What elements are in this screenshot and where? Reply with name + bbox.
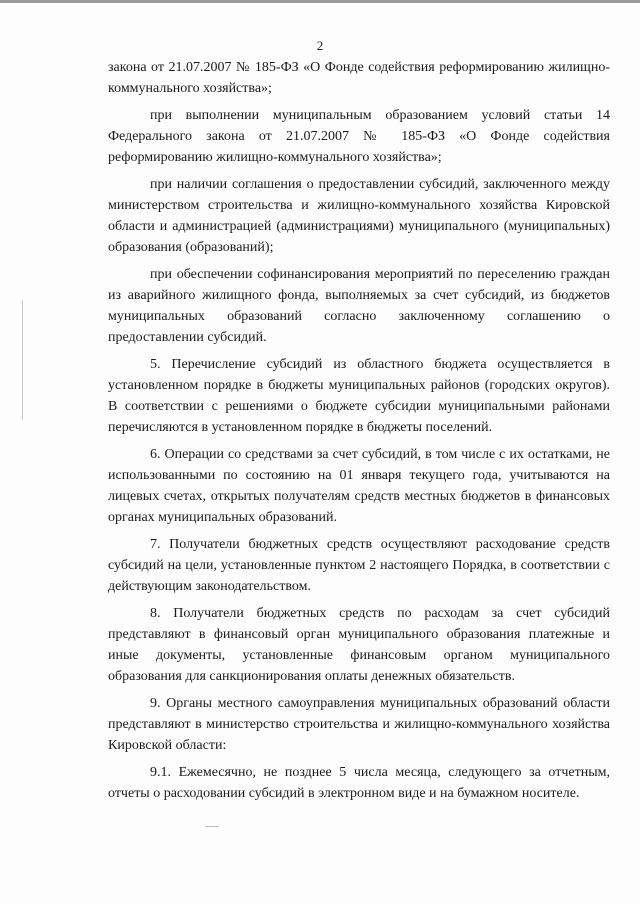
scan-artifact-dot [205, 826, 219, 827]
page-number: 2 [316, 38, 324, 53]
scan-artifact-line [22, 300, 23, 420]
paragraph-item-6: 6. Операции со средствами за счет субсидий, в том числе с их остатками, не использованными по состоянию на 01 января текущего года, учитываются на лицевых счетах, открытых получателям средств местных бюджетов в финансовых органах муниципальных образований. [108, 447, 610, 525]
paragraph-law-reference: закона от 21.07.2007 № 185-ФЗ «О Фонде содействия реформированию жилищно-коммунального хозяйства»; [108, 60, 610, 96]
paragraph-condition-cofinancing: при обеспечении софинансирования мероприятий по переселению граждан из аварийного жилищного фонда, выполняемых за счет субсидий, из бюджетов муниципальных образований согласно заключенному соглашению о предоставлении субсидий. [108, 267, 610, 345]
paragraph-item-9-1: 9.1. Ежемесячно, не позднее 5 числа месяца, следующего за отчетным, отчеты о расходовании субсидий в электронном виде и на бумажном носителе. [108, 765, 610, 801]
paragraph-item-8: 8. Получатели бюджетных средств по расходам за счет субсидий представляют в финансовый орган муниципального образования платежные и иные документы, установленные финансовым органом муниципального образования для санкционирования оплаты денежных обязательств. [108, 606, 610, 684]
scan-top-edge [0, 0, 640, 3]
paragraph-item-9: 9. Органы местного самоуправления муниципальных образований области представляют в министерство строительства и жилищно-коммунального хозяйства Кировской области: [108, 696, 610, 753]
paragraph-condition-article-14: при выполнении муниципальным образованием условий статьи 14 Федерального закона от 21.07.2007 № 185-ФЗ «О Фонде содействия реформированию жилищно-коммунального хозяйства»; [108, 108, 610, 165]
paragraph-condition-agreement: при наличии соглашения о предоставлении субсидий, заключенного между министерством строительства и жилищно-коммунального хозяйства Кировской области и администрацией (администрациями) муниципального (муниципальных) образования (образований); [108, 177, 610, 255]
paragraph-item-5: 5. Перечисление субсидий из областного бюджета осуществляется в установленном порядке в бюджеты муниципальных районов (городских округов). В соответствии с решениями о бюджете субсидии муниципальными районами перечисляются в установленном порядке в бюджеты поселений. [108, 357, 610, 435]
paragraph-item-7: 7. Получатели бюджетных средств осуществляют расходование средств субсидий на цели, установленные пунктом 2 настоящего Порядка, в соответствии с действующим законодательством. [108, 537, 610, 594]
document-body [108, 57, 610, 810]
